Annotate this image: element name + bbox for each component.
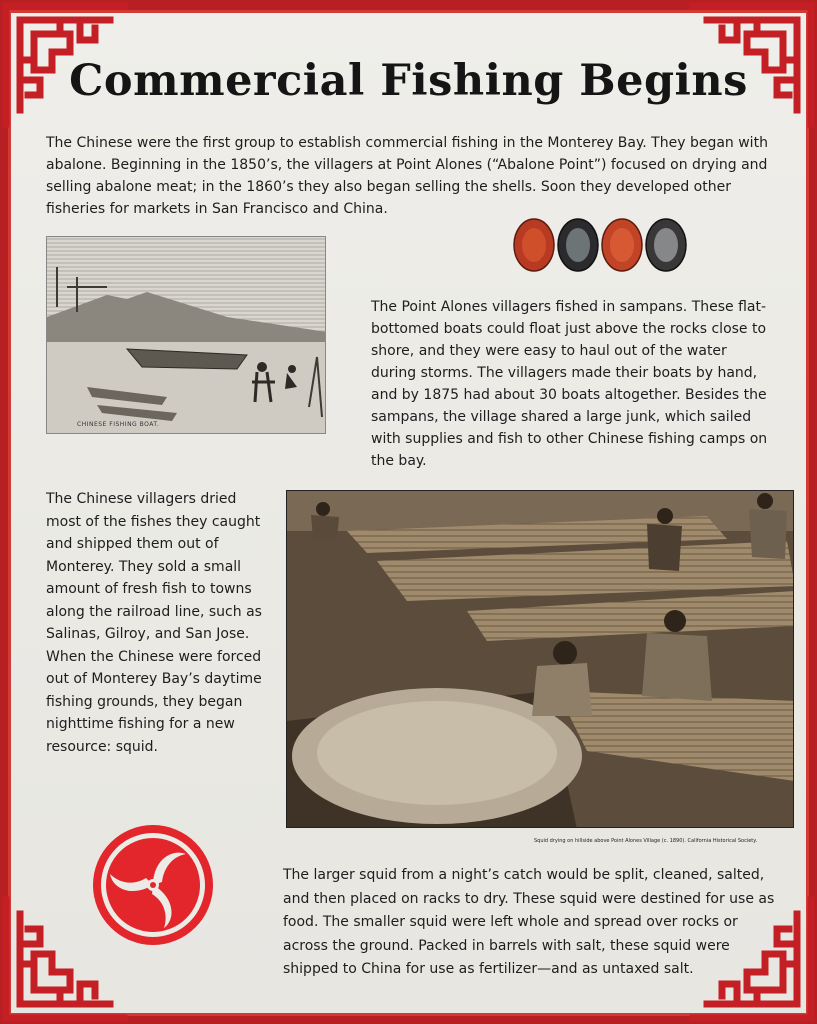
- squid-paragraph: The larger squid from a night’s catch would be split, cleaned, salted, and then placed on racks to dry. These squid were destined for use as food. The smaller squid were left whole and spread over rocks or across the ground. Packed in barrels with salt, these squid were shipped to China for use as fertilizer—and as untaxed salt.: [283, 867, 775, 977]
- abalone-shell-icon: [602, 219, 642, 271]
- abalone-shell-icon: [646, 219, 686, 271]
- page-title: Commercial Fishing Begins: [69, 56, 748, 106]
- sampan-paragraph: The Point Alones villagers fished in sampans. These flat-bottomed boats could float just above the rocks close to shore, and they were easy to haul out of the water during storms. The villagers made their boats by hand, and by 1875 had about 30 boats altogether. Besides the sampans, the village shared a large junk, which sailed with supplies and fish to other Chinese fishing camps on the bay.: [371, 299, 768, 469]
- abalone-shell-icon: [558, 219, 598, 271]
- squid-drying-photo: [286, 490, 794, 828]
- intro-paragraph: The Chinese were the first group to establish commercial fishing in the Monterey Bay. They began with abalone. Beginning in the 1850’s, the villagers at Point Alones (“Abalone Point”) focused on drying and selling abalone meat; in the 1860’s they also began selling the shells. Soon they developed other fisheries for markets in San Francisco and China.: [46, 135, 768, 217]
- dried-fish-paragraph: The Chinese villagers dried most of the fishes they caught and shipped them out of Monterey. They sold a small amount of fresh fish to towns along the railroad line, such as Salinas, Gilroy, and San Jose. When the Chinese were forced out of Monterey Bay’s daytime fishing grounds, they began nighttime fishing for a new resource: squid.: [46, 491, 262, 755]
- triskele-emblem-icon: [90, 822, 216, 948]
- photo-caption: Squid drying on hillside above Point Alones Village (c. 1890). California Historical Society.: [534, 838, 758, 844]
- abalone-shells: [512, 216, 692, 274]
- abalone-shell-icon: [514, 219, 554, 271]
- fishing-boat-engraving: [46, 236, 326, 434]
- engraving-caption: CHINESE FISHING BOAT.: [77, 421, 160, 428]
